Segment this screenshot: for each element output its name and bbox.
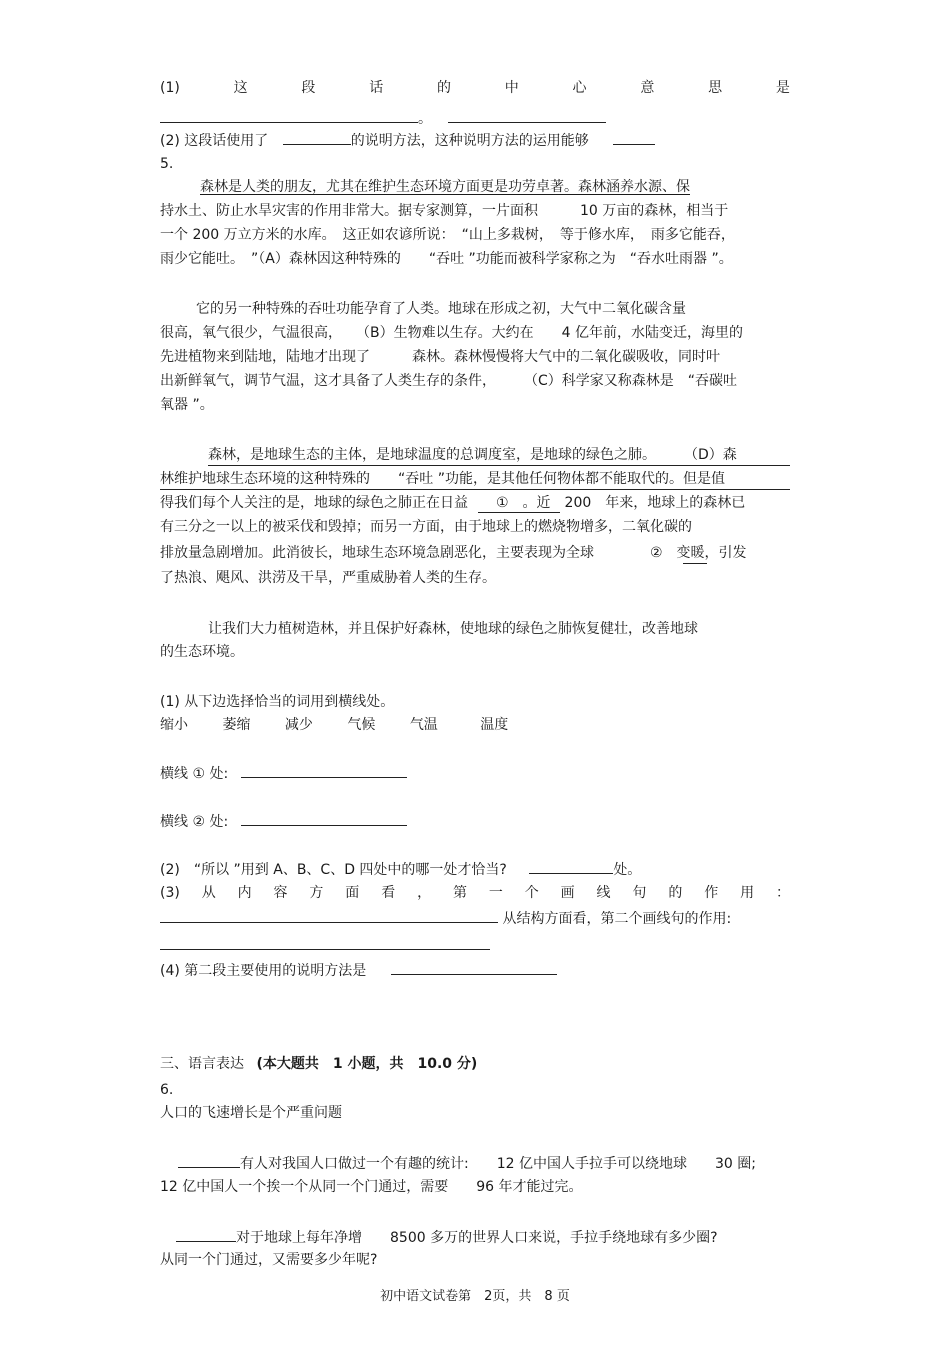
- answer-blank[interactable]: [391, 962, 557, 975]
- blank-1-row: 横线 ① 处:: [160, 765, 407, 781]
- spaced-char: 这: [233, 80, 248, 96]
- word-option: 减少: [284, 717, 313, 733]
- text-line: 让我们大力植树造林，并且保护好森林，使地球的绿色之肺恢复健壮，改善地球: [208, 621, 698, 637]
- answer-blank[interactable]: [160, 910, 498, 923]
- blank-2-answer[interactable]: [241, 813, 407, 826]
- word-option: 萎缩: [222, 717, 251, 733]
- blank-1-underline: [478, 512, 560, 513]
- text-line: 一个 200 万立方米的水库。 这正如农谚所说： “山上多栽树， 等于修水库， 雨多它能吞，: [160, 227, 735, 243]
- text-line: 得我们每个人关注的是，地球的绿色之肺正在日益 ① 。近 200 年来，地球上的森林已: [160, 495, 746, 511]
- spaced-char: 作: [704, 885, 719, 901]
- spaced-char: 中: [504, 80, 519, 96]
- text-line: 了热浪、飓风、洪涝及干旱，严重威胁着人类的生存。: [160, 570, 496, 586]
- spaced-char: 意: [640, 80, 655, 96]
- blank-2-underline: [683, 563, 707, 564]
- word-option: 气温: [409, 717, 438, 733]
- text-line: 出新鲜氧气，调节气温，这才具备了人类生存的条件， （C）科学家又称森林是 “吞碳吐: [160, 373, 738, 389]
- spaced-char: 是: [775, 80, 790, 96]
- spaced-char: (1): [160, 80, 180, 96]
- word-option: 缩小: [160, 717, 188, 733]
- spaced-char: 面: [345, 885, 360, 901]
- section-3-title: 三、语言表达 (本大题共 1 小题，共 10.0 分): [160, 1056, 478, 1072]
- spaced-char: 第: [452, 885, 467, 901]
- q6-paragraph-2-line-1: 对于地球上每年净增 8500 多万的世界人口来说，手拉手绕地球有多少圈?: [176, 1229, 718, 1245]
- q4-sub1-answer-line: 。: [160, 110, 606, 126]
- spaced-char: 思: [708, 80, 723, 96]
- spaced-char: 一: [488, 885, 503, 901]
- text-line: 林维护地球生态环境的这种特殊的 “吞吐 ”功能，是其他任何物体都不能取代的。但是值: [160, 471, 725, 487]
- spaced-char: 容: [273, 885, 288, 901]
- answer-blank[interactable]: [176, 1229, 236, 1242]
- spaced-char: 线: [596, 885, 611, 901]
- q4-sub1-line: [160, 81, 790, 95]
- text-line: 先进植物来到陆地，陆地才出现了 森林。森林慢慢将大气中的二氧化碳吸收，同时叶: [160, 349, 720, 365]
- spaced-char: 方: [309, 885, 324, 901]
- blank-1-answer[interactable]: [241, 765, 407, 778]
- answer-blank[interactable]: [448, 110, 606, 123]
- q4-sub2: (2) 这段话使用了 的说明方法，这种说明方法的运用能够: [160, 132, 655, 148]
- q5-number: 5.: [160, 156, 174, 172]
- answer-blank-line[interactable]: [160, 949, 490, 950]
- underlined-sentence-1: 森林是人类的朋友，尤其在维护生态环境方面更是功劳卓著。森林涵养水源、保: [200, 179, 690, 195]
- text-line: 的生态环境。: [160, 644, 244, 660]
- sentence-underline: [208, 465, 790, 466]
- spaced-char: 的: [436, 80, 451, 96]
- answer-blank[interactable]: [160, 110, 418, 123]
- spaced-char: (3): [160, 885, 180, 901]
- spaced-char: 看: [381, 885, 396, 901]
- q5-sub3-line: [160, 886, 790, 900]
- q5-sub3-line-2: 从结构方面看，第二个画线句的作用:: [160, 910, 731, 926]
- spaced-char: 个: [524, 885, 539, 901]
- spaced-char: 的: [668, 885, 683, 901]
- q5-sub4: (4) 第二段主要使用的说明方法是: [160, 962, 557, 978]
- spaced-char: 从: [201, 885, 216, 901]
- q6-paragraph-1-line-2: 12 亿中国人一个挨一个从同一个门通过，需要 96 年才能过完。: [160, 1179, 583, 1195]
- spaced-char: 画: [560, 885, 575, 901]
- text-line: 雨少它能吐。 ”（A）森林因这种特殊的 “吞吐 ”功能而被科学家称之为 “吞水吐雨器 ”。: [160, 251, 733, 267]
- text-line: 它的另一种特殊的吞吐功能孕育了人类。地球在形成之初，大气中二氧化碳含量: [196, 301, 686, 317]
- word-option: 气候: [347, 717, 376, 733]
- spaced-char: ，: [417, 885, 432, 901]
- text-line: 氧器 ”。: [160, 397, 214, 413]
- answer-blank[interactable]: [613, 132, 655, 145]
- q6-title: 人口的飞速增长是个严重问题: [160, 1105, 342, 1121]
- q6-paragraph-1-line-1: 有人对我国人口做过一个有趣的统计: 12 亿中国人手拉手可以绕地球 30 圈;: [178, 1155, 756, 1171]
- spaced-char: 段: [301, 80, 316, 96]
- answer-blank[interactable]: [529, 861, 613, 874]
- q5-sub1: (1) 从下边选择恰当的词用到横线处。: [160, 694, 395, 710]
- answer-blank[interactable]: [283, 132, 351, 145]
- sentence-underline: [160, 489, 790, 490]
- answer-blank[interactable]: [178, 1155, 240, 1168]
- spaced-char: 话: [369, 80, 384, 96]
- spaced-char: 用: [740, 885, 755, 901]
- spaced-char: 心: [572, 80, 587, 96]
- word-option: 温度: [480, 717, 509, 733]
- spaced-char: 句: [632, 885, 647, 901]
- spaced-char: ：: [775, 885, 790, 901]
- page-footer: 初中语文试卷第 2页，共 8 页: [380, 1289, 570, 1304]
- blank-2-row: 横线 ② 处:: [160, 813, 407, 829]
- text-line: 森林，是地球生态的主体，是地球温度的总调度室，是地球的绿色之肺。 （D）森: [208, 447, 737, 463]
- q6-number: 6.: [160, 1082, 174, 1098]
- text-line: 有三分之一以上的被采伐和毁掉；而另一方面，由于地球上的燃烧物增多，二氧化碳的: [160, 519, 692, 535]
- text-line: 持水土、防止水旱灾害的作用非常大。据专家测算，一片面积 10 万亩的森林，相当于: [160, 203, 729, 219]
- text-line: 很高，氧气很少，气温很高， （B）生物难以生存。大约在 4 亿年前，水陆变迁，海里的: [160, 325, 743, 341]
- spaced-char: 内: [237, 885, 252, 901]
- text-line: 排放量急剧增加。此消彼长，地球生态环境急剧恶化，主要表现为全球 ② 变暖，引发: [160, 545, 747, 561]
- q5-sub2: (2) “所以 ”用到 A、B、C、D 四处中的哪一处才恰当? 处。: [160, 862, 642, 878]
- word-choices: [160, 718, 508, 732]
- q6-paragraph-2-line-2: 从同一个门通过，又需要多少年呢?: [160, 1252, 378, 1268]
